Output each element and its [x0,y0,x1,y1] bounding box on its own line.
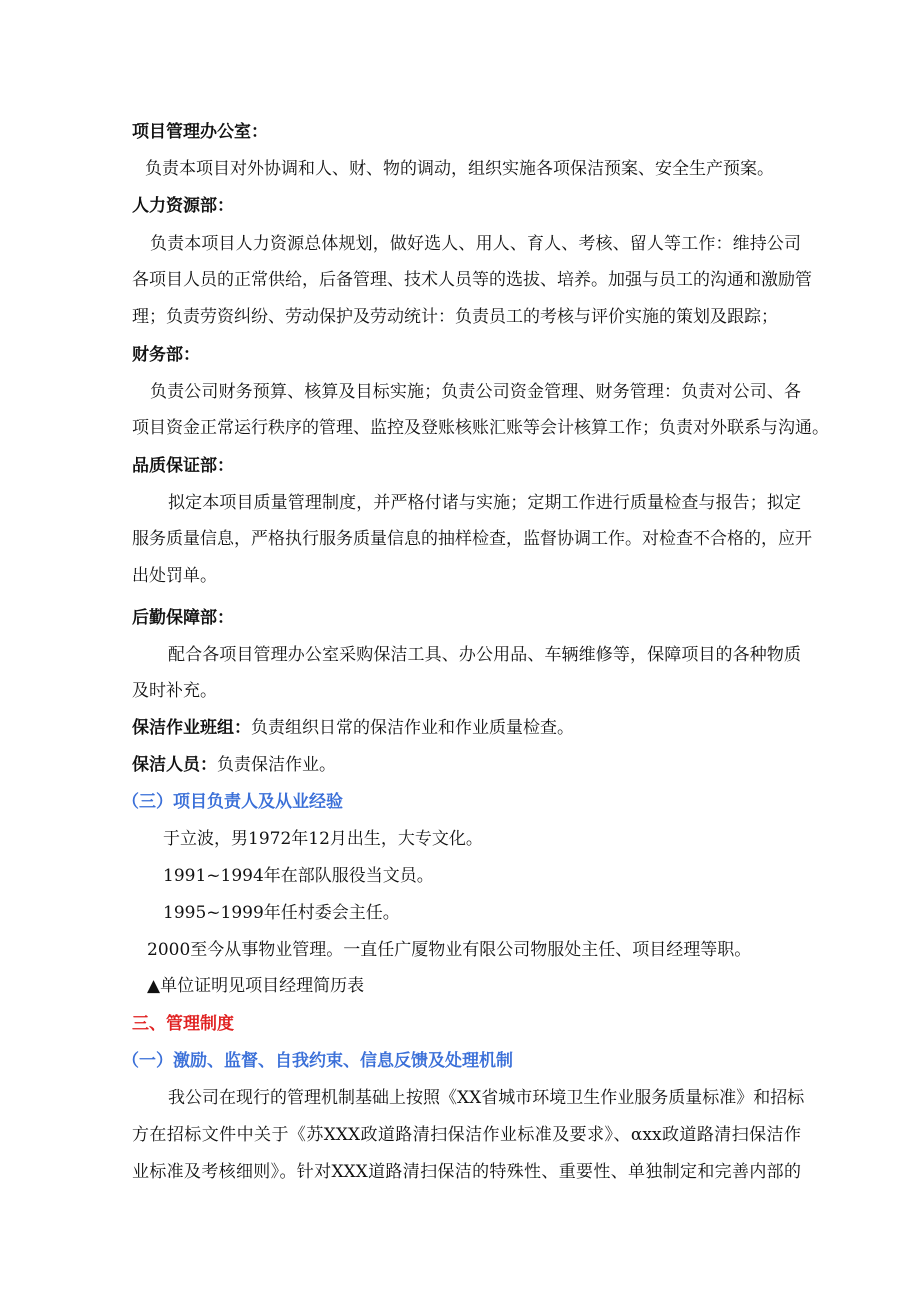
logistics-paragraph-line: 配合各项目管理办公室采购保洁工具、办公用品、车辆维修等，保障项目的各种物质 [168,645,801,665]
bio-line: 于立波，男1972年12月出生，大专文化。 [163,829,483,849]
subsection-1-heading: （一）激励、监督、自我约束、信息反馈及处理机制 [122,1051,513,1071]
logistics-paragraph-line: 及时补充。 [132,681,217,701]
qa-paragraph-line: 拟定本项目质量管理制度，并严格付诸与实施；定期工作进行质量检查与报告；拟定 [168,493,801,513]
logistics-heading: 后勤保障部： [132,608,234,628]
finance-paragraph-line: 项目资金正常运行秩序的管理、监控及登账核账汇账等会计核算工作；负责对外联系与沟通。 [132,418,829,438]
hr-paragraph-line: 理；负责劳资纠纷、劳动保护及劳动统计：负责员工的考核与评价实施的策划及跟踪； [132,307,778,327]
qa-heading: 品质保证部： [132,456,234,476]
hr-paragraph-line: 各项目人员的正常供给，后备管理、技术人员等的选拔、培养。加强与员工的沟通和激励管 [132,270,812,290]
team-text: 负责组织日常的保洁作业和作业质量检查。 [251,718,574,738]
hr-heading: 人力资源部： [132,196,234,216]
pmo-heading: 项目管理办公室： [132,122,268,142]
bio-line: 1995~1999年任村委会主任。 [163,903,400,923]
policy-paragraph-line: 我公司在现行的管理机制基础上按照《XX省城市环境卫生作业服务质量标准》和招标 [168,1088,805,1108]
finance-paragraph-line: 负责公司财务预算、核算及目标实施；负责公司资金管理、财务管理：负责对公司、各 [150,382,801,402]
pmo-paragraph: 负责本项目对外协调和人、财、物的调动，组织实施各项保洁预案、安全生产预案。 [145,159,774,179]
team-line [132,715,574,741]
qa-paragraph-line: 出处罚单。 [132,566,217,586]
finance-heading: 财务部： [132,345,200,365]
policy-paragraph-line: 业标准及考核细则》。针对XXX道路清扫保洁的特殊性、重要性、单独制定和完善内部的 [132,1162,801,1182]
staff-line [132,752,336,778]
team-label: 保洁作业班组： [132,718,251,738]
qa-paragraph-line: 服务质量信息，严格执行服务质量信息的抽样检查，监督协调工作。对检查不合格的，应开 [132,529,812,549]
staff-label: 保洁人员： [132,755,217,775]
bio-line: 2000至今从事物业管理。一直任广厦物业有限公司物服处主任、项目经理等职。 [147,940,752,960]
section-3-heading: 三、管理制度 [132,1014,234,1034]
subsection-3-heading: （三）项目负责人及从业经验 [122,792,343,812]
policy-paragraph-line: 方在招标文件中关于《苏XXX政道路清扫保洁作业标准及要求》、αxx政道路清扫保洁作 [132,1125,801,1145]
hr-paragraph-line: 负责本项目人力资源总体规划，做好选人、用人、育人、考核、留人等工作：维持公司 [150,234,801,254]
bio-line: 1991~1994年在部队服役当文员。 [163,866,434,886]
staff-text: 负责保洁作业。 [217,755,336,775]
bio-note: ▲单位证明见项目经理简历表 [147,976,365,996]
